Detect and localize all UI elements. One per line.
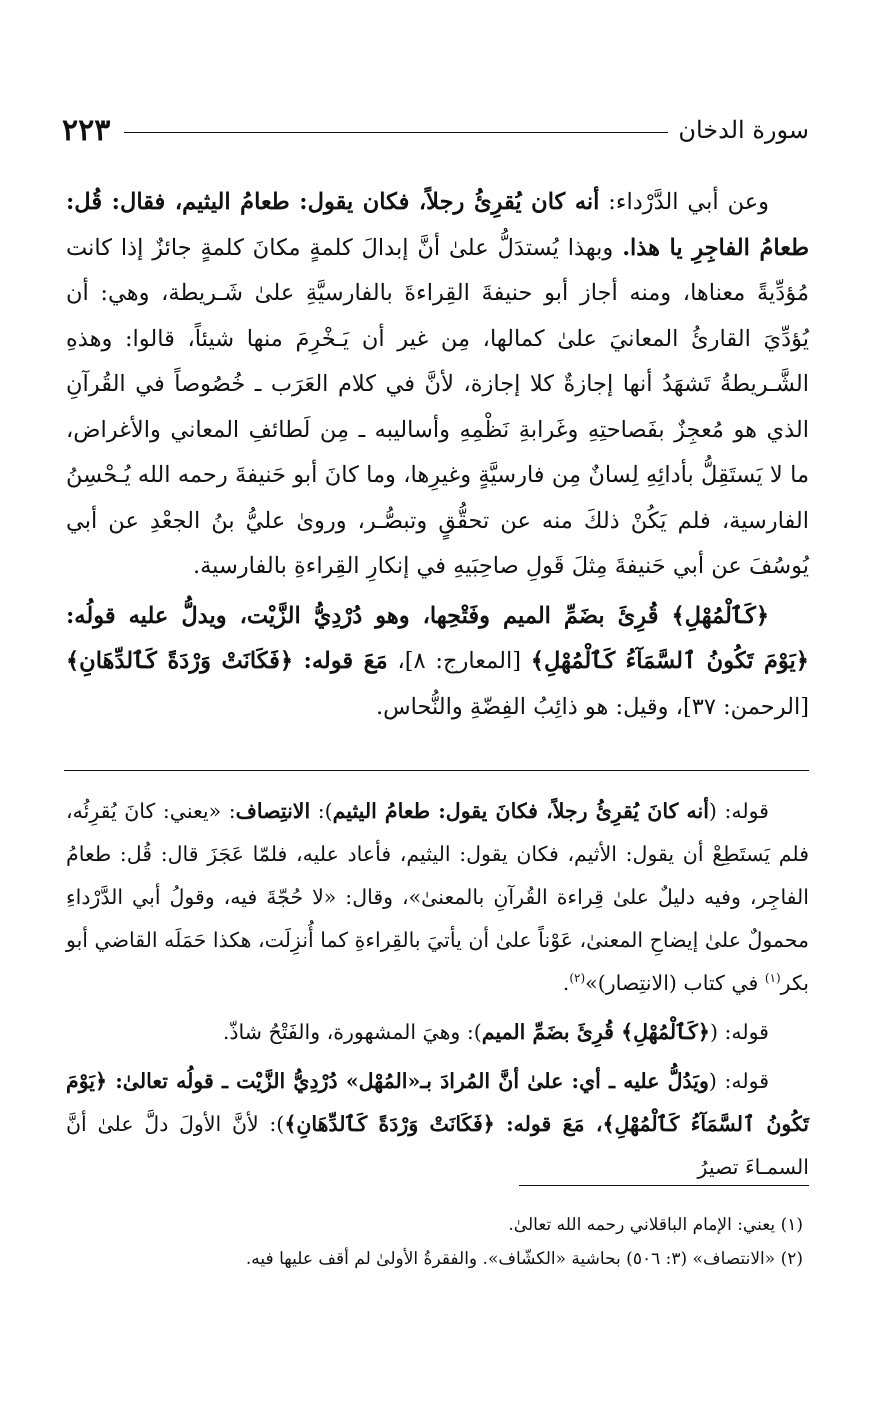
text-run: وعن أبي الدَّرْداء:	[599, 189, 769, 215]
source-name: الانتِصاف	[235, 799, 311, 823]
bold-quote: ـ أي: علىٰ أنَّ المُرادَ بـ«	[407, 1069, 624, 1093]
bold-term: المُهْل	[358, 1069, 408, 1093]
footnote-2: (٢) «الانتصاف» (٣: ٥٠٦) بحاشية «الكشّاف». والفقرةُ الأولىٰ لم أقف عليها فيه.	[245, 1249, 803, 1269]
commentary-paragraph-3	[66, 1060, 809, 1189]
text-run: قوله: (	[708, 799, 769, 823]
commentary-paragraph-1	[66, 790, 809, 1005]
page-number: ٢٢٣	[62, 112, 111, 148]
text-run: قوله: (	[708, 1069, 769, 1093]
bold-phrase: مَعَ قوله:	[293, 648, 388, 674]
verse-reference: ﴿كَٱلْمُهْلِ﴾ قُرِئَ بضَمِّ الميم وفَتْحِها، وهو دُرْدِيُّ الزَّيْت، ويدلُّ عليه قولُه:	[66, 602, 769, 629]
quran-verse: ﴿يَوْمَ تَكُونُ ٱلسَّمَآءُ كَٱلْمُهْلِ﴾	[530, 648, 809, 674]
bold-quote: ويَدُلُّ عليه	[623, 1069, 709, 1093]
text-run: [الرحمن: ٣٧]، وقيل: هو ذائِبُ الفِضّةِ والنُّحاس.	[375, 693, 809, 720]
commentary-paragraph-2	[66, 1011, 809, 1054]
bold-quote: دُرْدِيُّ الزَّيْت ـ قولُه تعالىٰ: ﴿يَوْمَ تَكُونُ ٱلسَّمَآءُ كَٱلْمُهْلِ﴾، مَعَ قوله: ﴿فَكَانَتْ وَرْدَةً كَٱلدِّهَانِ﴾	[66, 1069, 809, 1136]
footnote-1: (١) يعني: الإمام الباقلاني رحمه الله تعالىٰ.	[508, 1215, 803, 1235]
main-paragraph-2	[66, 594, 809, 731]
text-run: ): وهيَ المشهورة، والفَتْحُ شاذّ.	[222, 1020, 482, 1044]
bold-quote: أنه كانَ يُقرِئُ رجلاً، فكانَ يقول: طعامُ اليثيم	[332, 799, 709, 823]
commentary-divider	[64, 770, 809, 771]
footnote-divider	[519, 1185, 809, 1186]
bold-quote: أنه كان يُقرِئُ رجلاً، فكان يقول: طعامُ اليثيم، فقال: قُل: طعامُ الفاجِرِ يا هذا.	[66, 189, 810, 261]
text-run: في كتاب (الانتِصار)»	[585, 971, 765, 995]
commentary	[66, 790, 809, 1189]
bold-quote: »	[337, 1069, 359, 1093]
running-header	[62, 112, 809, 148]
text-run: وبهذا يُستدَلُّ علىٰ أنَّ إبدالَ كلمةٍ مكانَ كلمةٍ جائزٌ إذا كانت مُؤدِّيةً معناها، ومنه أجاز أبو حنيفةَ القِراءةَ بالفارسيَّةِ علىٰ شَـريطة، وهي: أن يُؤدِّيَ القارئُ المعانيَ علىٰ كمالها، مِن غير أن يَـخْرِمَ منها شيئاً، قالوا: وهذهِ الشَّـريطةُ تَشهَدُ أنها إجازةٌ كلا إجازة، لأنَّ في كلام العَرَب ـ خُصُوصاً في القُرآنِ الذي هو مُعجِزٌ بفَصاحتِهِ وغَرابةِ نَظْمِهِ وأساليبه ـ مِن لَطائفِ المعاني والأغراض، ما لا يَستَقِلُّ بأدائِهِ لِسانٌ مِن فارسيَّةٍ وغيرِها، وما كانَ أبو حَنيفةَ رحمه الله يُـحْسِنُ الفارسية، فلم يَكُنْ ذلكَ منه عن تحقُّقٍ وتبصُّـر، وروىٰ عليُّ بنُ الجعْدِ عن أبي يُوسُفَ عن أبي حَنيفةَ مِثلَ قَولِ صاحِبَيهِ في إنكارِ القِراءةِ بالفارسية.	[66, 234, 809, 579]
footnotes	[66, 1208, 809, 1276]
footnote-marker: (٢)	[569, 971, 586, 986]
text-run: ): لأنَّ الأولَ دلَّ علىٰ أنَّ السمـاءَ تصيرُ	[66, 1112, 809, 1179]
surah-title: سورة الدخان	[678, 116, 809, 144]
text-run: : «يعني: كانَ يُقرِئُه، فلم يَستَطِعْ أن يقول: الأثيم، فكان يقول: اليثيم، فأعاد عليه، فلمّا عَجَزَ قال: قُل: طعامُ الفاجِر، وفيه دليلٌ علىٰ قِراءة القُرآنِ بالمعنىٰ»، وقال: «لا حُجّةَ فيه، وقولُ أبي الدَّرْداءِ محمولٌ علىٰ إيضاحِ المعنىٰ، عَوْناً علىٰ أن يأتيَ بالقِراءةِ كما أُنزِلَت، هكذا حَمَلَه القاضي أبو بكر	[66, 799, 809, 995]
footnote-marker: (١)	[764, 971, 781, 986]
text-run: قوله: (	[709, 1020, 769, 1044]
text-run: .	[562, 971, 570, 995]
quran-verse: ﴿فَكَانَتْ وَرْدَةً كَٱلدِّهَانِ﴾	[66, 648, 294, 674]
text-run: ):	[310, 799, 333, 823]
main-paragraph-1	[66, 180, 809, 590]
header-rule	[124, 132, 668, 133]
main-text	[66, 180, 809, 730]
bold-quote: ﴿كَٱلْمُهْلِ﴾ قُرِئَ بضَمِّ الميم	[481, 1020, 710, 1044]
citation: [المعارج: ٨]،	[387, 648, 531, 674]
